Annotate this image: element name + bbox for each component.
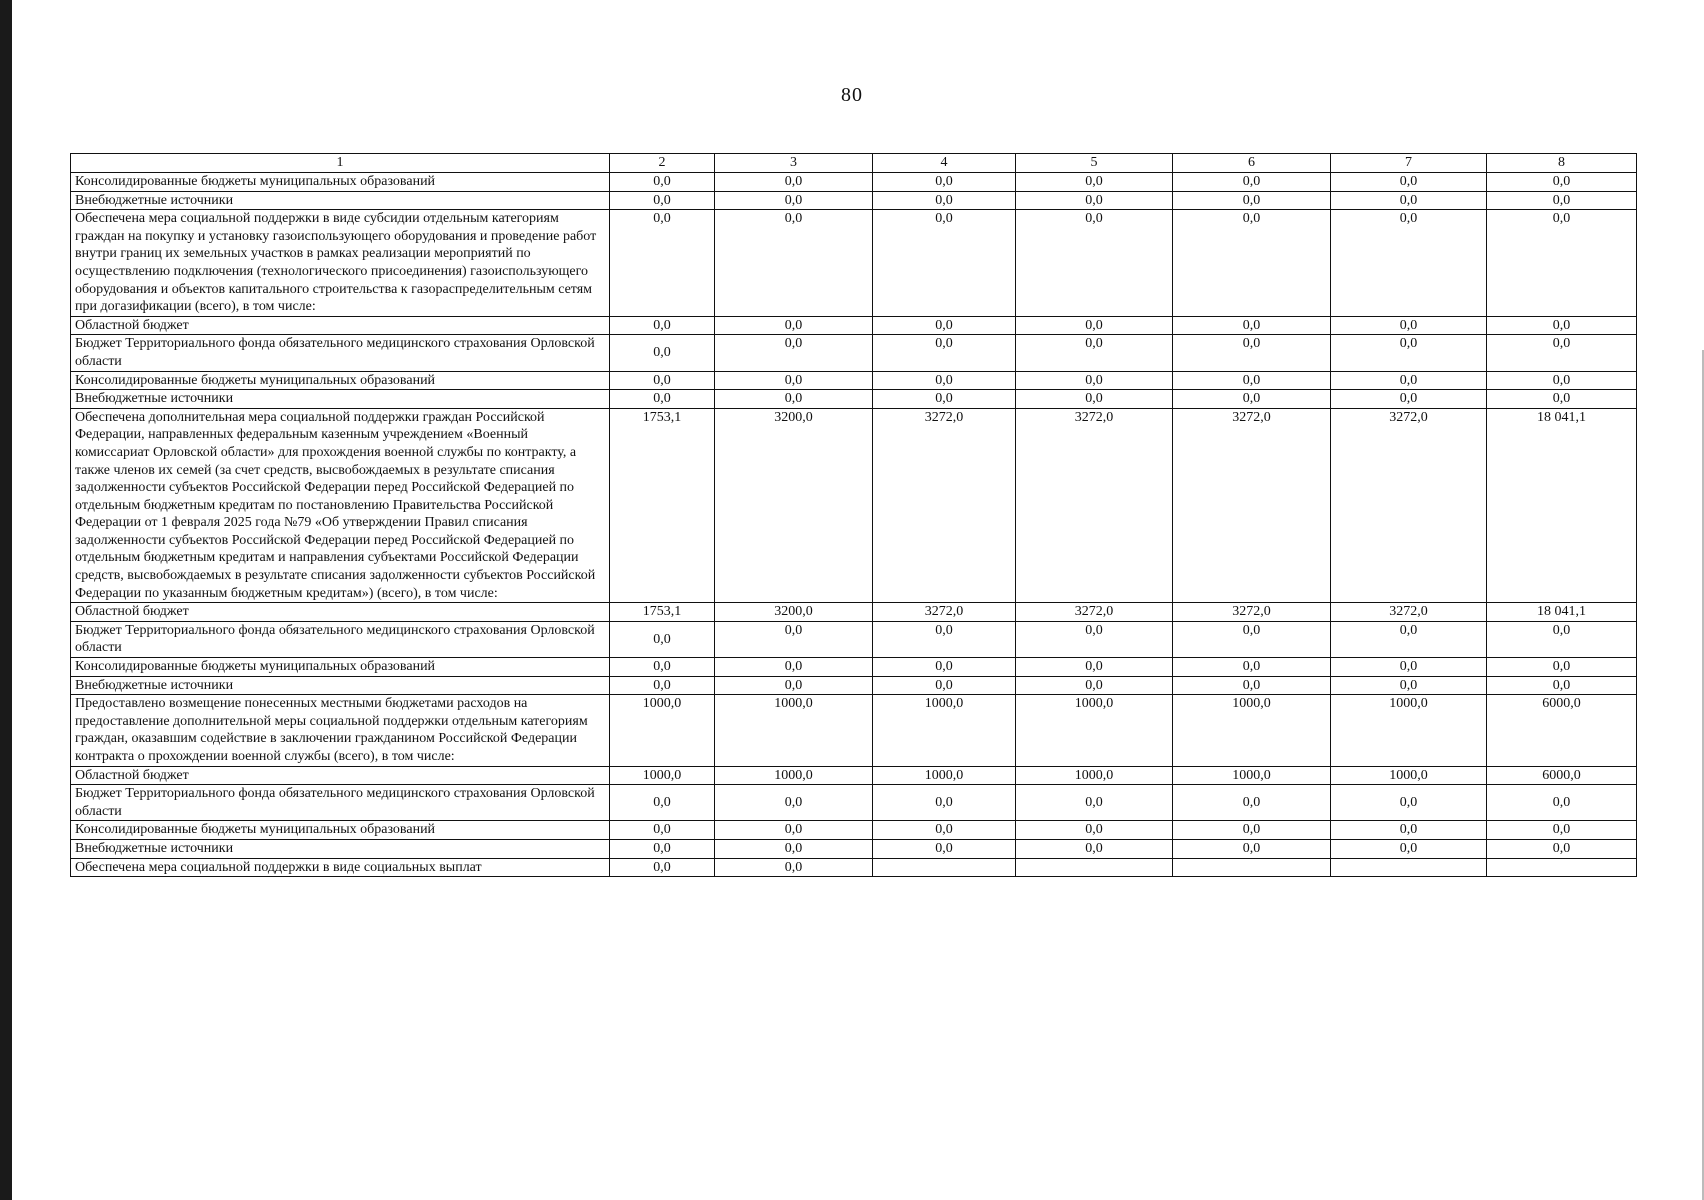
value-cell-col-4: 1000,0 — [873, 766, 1016, 785]
value-cell-col-8: 0,0 — [1487, 335, 1637, 371]
value-cell-col-4: 0,0 — [873, 821, 1016, 840]
value-cell-col-8: 0,0 — [1487, 390, 1637, 409]
row-label: Областной бюджет — [71, 603, 610, 622]
value-cell-col-5: 0,0 — [1016, 335, 1173, 371]
value-cell-col-3: 0,0 — [715, 210, 873, 317]
value-cell-col-7: 0,0 — [1331, 371, 1487, 390]
value-cell-col-7: 0,0 — [1331, 316, 1487, 335]
value-cell-col-2: 0,0 — [610, 390, 715, 409]
header-cell-1: 1 — [71, 154, 610, 173]
header-cell-7: 7 — [1331, 154, 1487, 173]
value-cell-col-6: 3272,0 — [1173, 603, 1331, 622]
value-cell-col-4: 0,0 — [873, 335, 1016, 371]
value-cell-col-6: 0,0 — [1173, 335, 1331, 371]
value-cell-col-3: 0,0 — [715, 191, 873, 210]
value-cell-col-5: 0,0 — [1016, 173, 1173, 192]
value-cell-col-6: 0,0 — [1173, 173, 1331, 192]
value-cell-col-7: 3272,0 — [1331, 408, 1487, 603]
value-cell-col-7: 1000,0 — [1331, 766, 1487, 785]
value-cell-col-6: 0,0 — [1173, 371, 1331, 390]
value-cell-col-8: 0,0 — [1487, 173, 1637, 192]
header-cell-4: 4 — [873, 154, 1016, 173]
value-cell-col-8: 0,0 — [1487, 191, 1637, 210]
value-cell-col-3: 0,0 — [715, 858, 873, 877]
value-cell-col-6: 0,0 — [1173, 839, 1331, 858]
value-cell-col-8: 6000,0 — [1487, 695, 1637, 766]
row-label: Бюджет Территориального фонда обязательного медицинского страхования Орловской области — [71, 621, 610, 657]
value-cell-col-5: 1000,0 — [1016, 695, 1173, 766]
table-row — [71, 173, 1637, 192]
value-cell-col-7 — [1331, 858, 1487, 877]
value-cell-col-6: 0,0 — [1173, 621, 1331, 657]
value-cell-col-8: 6000,0 — [1487, 766, 1637, 785]
row-label: Внебюджетные источники — [71, 191, 610, 210]
row-label: Внебюджетные источники — [71, 676, 610, 695]
value-cell-col-7: 0,0 — [1331, 785, 1487, 821]
table-row — [71, 695, 1637, 766]
value-cell-col-8 — [1487, 858, 1637, 877]
value-cell-col-5: 3272,0 — [1016, 408, 1173, 603]
value-cell-col-3: 0,0 — [715, 658, 873, 677]
row-label: Областной бюджет — [71, 766, 610, 785]
value-cell-col-5: 0,0 — [1016, 210, 1173, 317]
value-cell-col-5: 0,0 — [1016, 316, 1173, 335]
table-row — [71, 390, 1637, 409]
header-cell-5: 5 — [1016, 154, 1173, 173]
value-cell-col-8: 0,0 — [1487, 676, 1637, 695]
value-cell-col-6: 1000,0 — [1173, 695, 1331, 766]
table-row — [71, 766, 1637, 785]
value-cell-col-7: 3272,0 — [1331, 603, 1487, 622]
value-cell-col-5: 0,0 — [1016, 371, 1173, 390]
table-row — [71, 335, 1637, 371]
value-cell-col-3: 0,0 — [715, 173, 873, 192]
value-cell-col-4: 0,0 — [873, 390, 1016, 409]
value-cell-col-3: 0,0 — [715, 371, 873, 390]
value-cell-col-5: 0,0 — [1016, 621, 1173, 657]
value-cell-col-2: 0,0 — [610, 210, 715, 317]
value-cell-col-5: 0,0 — [1016, 839, 1173, 858]
budget-table — [70, 153, 1637, 877]
value-cell-col-8: 0,0 — [1487, 785, 1637, 821]
value-cell-col-6: 0,0 — [1173, 658, 1331, 677]
value-cell-col-4: 0,0 — [873, 191, 1016, 210]
table-row — [71, 371, 1637, 390]
value-cell-col-2: 0,0 — [610, 191, 715, 210]
header-cell-3: 3 — [715, 154, 873, 173]
header-cell-6: 6 — [1173, 154, 1331, 173]
row-label: Обеспечена дополнительная мера социальной поддержки граждан Российской Федерации, направленных федеральным казенным учреждением «Военный комиссариат Орловской области» для прохождения военной службы по контракту, а также членов их семей (за счет средств, высвобождаемых в результате списания задолженности субъектов Российской Федерации перед Российской Федерацией по отдельным бюджетным кредитам по постановлению Правительства Российской Федерации от 1 февраля 2025 года №79 «Об утверждении Правил списания задолженности субъектов Российской Федерации перед Российской Федерацией по отдельным бюджетным кредитам и направления субъектами Российской Федерации средств, высвобождаемых в результате списания задолженности субъектов Российской Федерации по указанным бюджетным кредитам») (всего), в том числе: — [71, 408, 610, 603]
value-cell-col-8: 0,0 — [1487, 371, 1637, 390]
value-cell-col-2: 0,0 — [610, 371, 715, 390]
value-cell-col-7: 0,0 — [1331, 210, 1487, 317]
table-row — [71, 210, 1637, 317]
value-cell-col-8: 0,0 — [1487, 821, 1637, 840]
value-cell-col-2: 1000,0 — [610, 695, 715, 766]
page-blank-area — [60, 1001, 1650, 1031]
value-cell-col-4: 0,0 — [873, 658, 1016, 677]
value-cell-col-5: 0,0 — [1016, 821, 1173, 840]
value-cell-col-7: 1000,0 — [1331, 695, 1487, 766]
value-cell-col-3: 0,0 — [715, 821, 873, 840]
value-cell-col-6: 1000,0 — [1173, 766, 1331, 785]
row-label: Внебюджетные источники — [71, 390, 610, 409]
value-cell-col-2: 0,0 — [610, 821, 715, 840]
table-row — [71, 676, 1637, 695]
row-label: Обеспечена мера социальной поддержки в виде субсидии отдельным категориям граждан на покупку и установку газоиспользующего оборудования и проведение работ внутри границ их земельных участков в рамках реализации мероприятий по осуществлению подключения (технологического присоединения) газоиспользующего оборудования и объектов капитального строительства к газораспределительным сетям при догазификации (всего), в том числе: — [71, 210, 610, 317]
value-cell-col-6: 0,0 — [1173, 210, 1331, 317]
row-label: Бюджет Территориального фонда обязательного медицинского страхования Орловской области — [71, 785, 610, 821]
table-row — [71, 316, 1637, 335]
table-row — [71, 621, 1637, 657]
value-cell-col-2: 1000,0 — [610, 766, 715, 785]
value-cell-col-5: 0,0 — [1016, 191, 1173, 210]
value-cell-col-3: 0,0 — [715, 316, 873, 335]
value-cell-col-4: 0,0 — [873, 621, 1016, 657]
row-label: Консолидированные бюджеты муниципальных образований — [71, 173, 610, 192]
value-cell-col-3: 0,0 — [715, 335, 873, 371]
table-header-row — [71, 154, 1637, 173]
table-row — [71, 839, 1637, 858]
value-cell-col-4: 0,0 — [873, 785, 1016, 821]
value-cell-col-8: 18 041,1 — [1487, 408, 1637, 603]
table-row — [71, 603, 1637, 622]
value-cell-col-2: 0,0 — [610, 839, 715, 858]
value-cell-col-6: 0,0 — [1173, 676, 1331, 695]
row-label: Бюджет Территориального фонда обязательного медицинского страхования Орловской области — [71, 335, 610, 371]
value-cell-col-7: 0,0 — [1331, 335, 1487, 371]
table-body — [71, 154, 1637, 877]
value-cell-col-3: 0,0 — [715, 785, 873, 821]
value-cell-col-6: 3272,0 — [1173, 408, 1331, 603]
value-cell-col-3: 1000,0 — [715, 695, 873, 766]
value-cell-col-6: 0,0 — [1173, 785, 1331, 821]
value-cell-col-2: 0,0 — [610, 316, 715, 335]
value-cell-col-5: 0,0 — [1016, 658, 1173, 677]
value-cell-col-3: 0,0 — [715, 390, 873, 409]
value-cell-col-4: 1000,0 — [873, 695, 1016, 766]
table-row — [71, 191, 1637, 210]
value-cell-col-8: 0,0 — [1487, 621, 1637, 657]
value-cell-col-2: 0,0 — [610, 858, 715, 877]
value-cell-col-7: 0,0 — [1331, 173, 1487, 192]
value-cell-col-5 — [1016, 858, 1173, 877]
value-cell-col-2: 0,0 — [610, 785, 715, 821]
value-cell-col-7: 0,0 — [1331, 621, 1487, 657]
value-cell-col-2: 1753,1 — [610, 603, 715, 622]
table-row — [71, 821, 1637, 840]
row-label: Областной бюджет — [71, 316, 610, 335]
value-cell-col-4 — [873, 858, 1016, 877]
value-cell-col-4: 0,0 — [873, 839, 1016, 858]
value-cell-col-6: 0,0 — [1173, 390, 1331, 409]
table-row — [71, 858, 1637, 877]
value-cell-col-2: 0,0 — [610, 335, 715, 371]
value-cell-col-6 — [1173, 858, 1331, 877]
value-cell-col-3: 0,0 — [715, 621, 873, 657]
value-cell-col-2: 1753,1 — [610, 408, 715, 603]
value-cell-col-3: 0,0 — [715, 676, 873, 695]
value-cell-col-3: 3200,0 — [715, 408, 873, 603]
value-cell-col-7: 0,0 — [1331, 390, 1487, 409]
value-cell-col-7: 0,0 — [1331, 821, 1487, 840]
header-cell-2: 2 — [610, 154, 715, 173]
value-cell-col-2: 0,0 — [610, 676, 715, 695]
value-cell-col-4: 3272,0 — [873, 603, 1016, 622]
value-cell-col-3: 0,0 — [715, 839, 873, 858]
row-label: Консолидированные бюджеты муниципальных образований — [71, 658, 610, 677]
row-label: Консолидированные бюджеты муниципальных образований — [71, 821, 610, 840]
value-cell-col-4: 3272,0 — [873, 408, 1016, 603]
value-cell-col-4: 0,0 — [873, 371, 1016, 390]
row-label: Консолидированные бюджеты муниципальных образований — [71, 371, 610, 390]
table-row — [71, 785, 1637, 821]
value-cell-col-7: 0,0 — [1331, 676, 1487, 695]
value-cell-col-6: 0,0 — [1173, 191, 1331, 210]
value-cell-col-8: 0,0 — [1487, 839, 1637, 858]
value-cell-col-5: 3272,0 — [1016, 603, 1173, 622]
value-cell-col-6: 0,0 — [1173, 316, 1331, 335]
row-label: Предоставлено возмещение понесенных местными бюджетами расходов на предоставление дополнительной меры социальной поддержки отдельным категориям граждан, оказавшим содействие в заключении гражданином Российской Федерации контракта о прохождении военной службы (всего), в том числе: — [71, 695, 610, 766]
value-cell-col-4: 0,0 — [873, 173, 1016, 192]
page-number: 80 — [841, 84, 863, 106]
value-cell-col-3: 3200,0 — [715, 603, 873, 622]
value-cell-col-7: 0,0 — [1331, 191, 1487, 210]
value-cell-col-8: 0,0 — [1487, 210, 1637, 317]
value-cell-col-5: 1000,0 — [1016, 766, 1173, 785]
row-label: Обеспечена мера социальной поддержки в виде социальных выплат — [71, 858, 610, 877]
value-cell-col-8: 18 041,1 — [1487, 603, 1637, 622]
header-cell-8: 8 — [1487, 154, 1637, 173]
value-cell-col-3: 1000,0 — [715, 766, 873, 785]
table-row — [71, 658, 1637, 677]
value-cell-col-5: 0,0 — [1016, 676, 1173, 695]
row-label: Внебюджетные источники — [71, 839, 610, 858]
value-cell-col-2: 0,0 — [610, 621, 715, 657]
value-cell-col-2: 0,0 — [610, 173, 715, 192]
value-cell-col-8: 0,0 — [1487, 658, 1637, 677]
value-cell-col-8: 0,0 — [1487, 316, 1637, 335]
value-cell-col-4: 0,0 — [873, 676, 1016, 695]
table-row — [71, 408, 1637, 603]
value-cell-col-4: 0,0 — [873, 316, 1016, 335]
value-cell-col-7: 0,0 — [1331, 658, 1487, 677]
value-cell-col-4: 0,0 — [873, 210, 1016, 317]
value-cell-col-5: 0,0 — [1016, 390, 1173, 409]
value-cell-col-7: 0,0 — [1331, 839, 1487, 858]
scan-left-border — [0, 0, 12, 1200]
value-cell-col-2: 0,0 — [610, 658, 715, 677]
value-cell-col-5: 0,0 — [1016, 785, 1173, 821]
value-cell-col-6: 0,0 — [1173, 821, 1331, 840]
